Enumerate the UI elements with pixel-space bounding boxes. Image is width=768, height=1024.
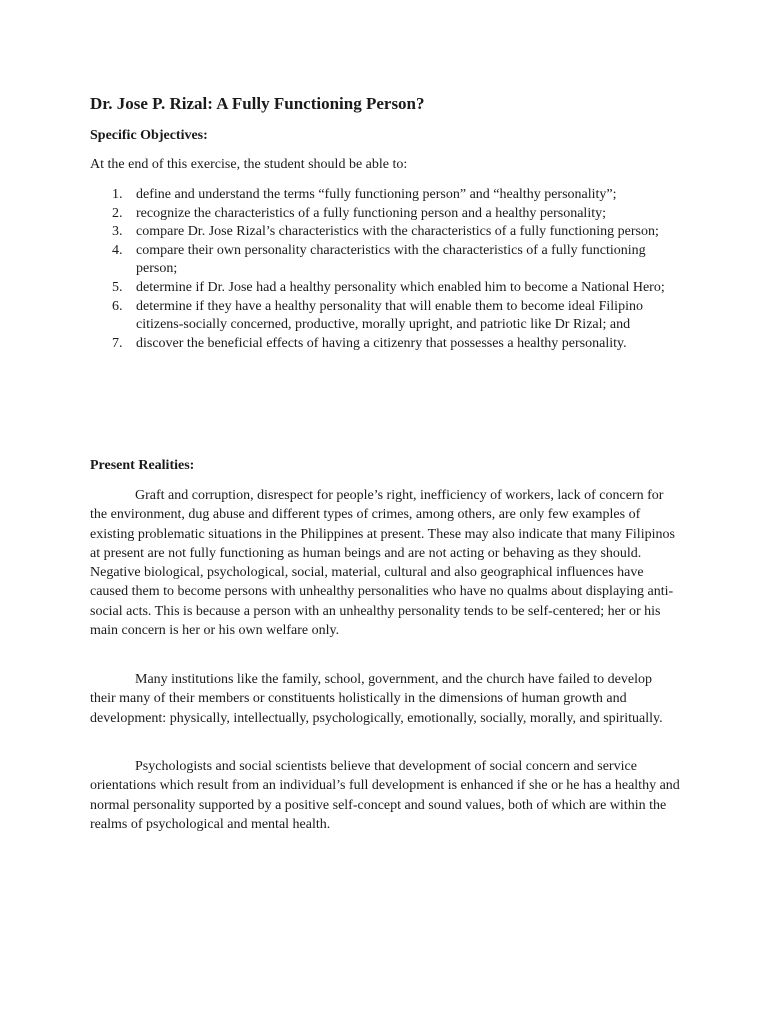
objective-text: determine if Dr. Jose had a healthy personality which enabled him to become a National Hero; xyxy=(136,279,665,295)
objective-text: determine if they have a healthy personality that will enable them to become ideal Filipino citizens-socially concerned, productive, morally upright, and patriotic like Dr Rizal; and xyxy=(136,298,643,333)
objective-number: 3. xyxy=(112,224,123,240)
realities-heading: Present Realities: xyxy=(90,458,195,473)
objective-item-7 xyxy=(90,335,680,354)
realities-paragraph-1: Graft and corruption, disrespect for people’s right, inefficiency of workers, lack of concern for the environment, dug abuse and different types of crimes, among others, are only few examples of existing problematic situations in the Philippines at present. These may also indicate that many Filipinos at present are not fully functioning as human beings and are not acting or behaving as they should. Negative biological, psychological, social, material, cultural and also geographical influences have caused them to become persons with unhealthy personalities who have no qualms about displaying anti-social acts. This is because a person with an unhealthy personality tends to be self-centered; her or his main concern is her or his own welfare only. xyxy=(90,488,675,639)
realities-paragraph-3: Psychologists and social scientists believe that development of social concern and service orientations which result from an individual’s full development is enhanced if she or he has a healthy and normal personality supported by a positive self-concept and sound values, both of which are within the realms of psychological and mental health. xyxy=(90,759,680,832)
realities-paragraph-2: Many institutions like the family, school, government, and the church have failed to develop their many of their members or constituents holistically in the dimensions of human growth and development: physically, intellectually, psychologically, emotionally, socially, morally, and spiritually. xyxy=(90,672,663,726)
objective-item-6 xyxy=(90,298,680,335)
objective-text: recognize the characteristics of a fully functioning person and a healthy personality; xyxy=(136,205,606,221)
document-title: Dr. Jose P. Rizal: A Fully Functioning Person? xyxy=(90,94,425,113)
objective-text: define and understand the terms “fully functioning person” and “healthy personality”; xyxy=(136,187,617,202)
objective-item-1 xyxy=(90,186,680,205)
objective-number: 4. xyxy=(112,242,123,258)
objective-item-3 xyxy=(90,223,680,242)
objectives-heading: Specific Objectives: xyxy=(90,128,208,143)
objective-item-2 xyxy=(90,205,680,224)
objective-number: 5. xyxy=(112,279,123,295)
objectives-intro: At the end of this exercise, the student should be able to: xyxy=(90,157,408,172)
objective-number: 7. xyxy=(112,335,123,351)
objective-number: 1. xyxy=(112,187,123,202)
objective-text: discover the beneficial effects of having a citizenry that possesses a healthy personality. xyxy=(136,335,627,351)
objective-item-4 xyxy=(90,242,680,279)
objective-text: compare their own personality characteristics with the characteristics of a fully functioning person; xyxy=(136,242,646,277)
objectives-list xyxy=(90,186,680,353)
objective-text: compare Dr. Jose Rizal’s characteristics with the characteristics of a fully functioning person; xyxy=(136,224,659,240)
objective-item-5 xyxy=(90,279,680,298)
objective-number: 2. xyxy=(112,205,123,221)
objective-number: 6. xyxy=(112,298,123,314)
